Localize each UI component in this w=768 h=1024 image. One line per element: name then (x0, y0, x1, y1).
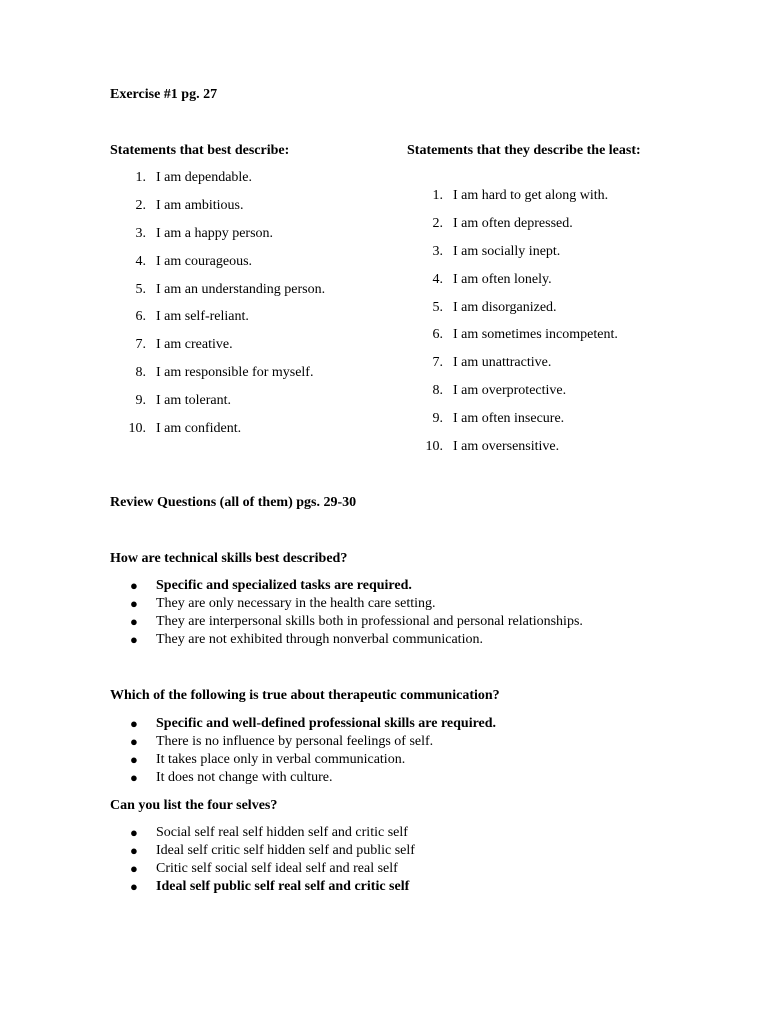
list-item (407, 326, 707, 354)
bullet-icon: ● (130, 596, 138, 611)
list-item-number: 5. (432, 299, 443, 315)
list-item-text: I am dependable. (156, 170, 253, 185)
list-item (110, 336, 390, 364)
list-item (407, 438, 707, 466)
question-1: How are technical skills best described? (110, 551, 348, 566)
list-item (110, 281, 390, 309)
best-describe-heading: Statements that best describe: (110, 143, 290, 158)
answer-option (110, 595, 710, 613)
bullet-icon: ● (130, 716, 138, 731)
bullet-icon: ● (130, 614, 138, 629)
list-item-text: I am often insecure. (453, 411, 565, 427)
list-item-number: 2. (135, 197, 146, 213)
exercise-title: Exercise #1 pg. 27 (110, 87, 218, 102)
list-item-text: I am courageous. (156, 253, 253, 269)
answer-option-text: Specific and specialized tasks are required. (156, 578, 412, 593)
answer-option (110, 631, 710, 649)
answer-option (110, 769, 710, 787)
list-item (110, 197, 390, 225)
answer-option (110, 715, 710, 733)
list-item-number: 3. (135, 225, 146, 241)
list-item-number: 6. (432, 327, 443, 343)
answer-option-text: There is no influence by personal feelings of self. (156, 734, 434, 749)
list-item-number: 7. (432, 355, 443, 371)
list-item-text: I am creative. (156, 337, 233, 353)
question-2-options (110, 715, 710, 787)
least-describe-list (407, 187, 707, 466)
list-item-number: 9. (432, 411, 443, 427)
list-item (110, 364, 390, 392)
list-item-text: I am a happy person. (156, 225, 274, 241)
list-item-number: 8. (135, 365, 146, 381)
answer-option-text: Critic self social self ideal self and real self (156, 861, 398, 876)
list-item (407, 271, 707, 299)
list-item (110, 225, 390, 253)
list-item-text: I am often lonely. (453, 271, 552, 287)
best-describe-list (110, 169, 390, 448)
answer-option (110, 824, 710, 842)
list-item-text: I am unattractive. (453, 355, 552, 371)
list-item-number: 7. (135, 337, 146, 353)
list-item-number: 10. (128, 421, 146, 437)
list-item-text: I am sometimes incompetent. (453, 327, 618, 343)
list-item (407, 299, 707, 327)
question-3: Can you list the four selves? (110, 798, 278, 813)
bullet-icon: ● (130, 861, 138, 876)
list-item-number: 10. (425, 439, 443, 455)
bullet-icon: ● (130, 825, 138, 840)
list-item-number: 8. (432, 383, 443, 399)
list-item-text: I am confident. (156, 421, 242, 437)
list-item-number: 4. (135, 253, 146, 269)
answer-option-text: It does not change with culture. (156, 770, 333, 785)
list-item-number: 1. (432, 188, 443, 203)
answer-option-text: Ideal self critic self hidden self and public self (156, 843, 415, 858)
answer-option-text: They are only necessary in the health care setting. (156, 596, 436, 611)
answer-option (110, 613, 710, 631)
least-describe-heading: Statements that they describe the least: (407, 143, 641, 158)
list-item-number: 6. (135, 309, 146, 325)
list-item-text: I am responsible for myself. (156, 365, 314, 381)
question-1-options (110, 577, 710, 649)
list-item (110, 308, 390, 336)
question-2: Which of the following is true about therapeutic communication? (110, 688, 500, 703)
answer-option (110, 860, 710, 878)
answer-option-text: It takes place only in verbal communication. (156, 752, 406, 767)
list-item (407, 243, 707, 271)
list-item-text: I am often depressed. (453, 215, 573, 231)
list-item (407, 215, 707, 243)
answer-option-text: Ideal self public self real self and critic self (156, 879, 410, 894)
bullet-icon: ● (130, 770, 138, 785)
list-item (110, 253, 390, 281)
list-item-text: I am ambitious. (156, 197, 244, 213)
list-item (407, 354, 707, 382)
answer-option (110, 577, 710, 595)
list-item-text: I am socially inept. (453, 243, 561, 259)
list-item-text: I am disorganized. (453, 299, 557, 315)
list-item-number: 9. (135, 393, 146, 409)
list-item-number: 1. (135, 170, 146, 185)
answer-option (110, 842, 710, 860)
list-item-number: 5. (135, 281, 146, 297)
list-item (407, 187, 707, 215)
answer-option-text: They are not exhibited through nonverbal communication. (156, 632, 483, 647)
answer-option-text: Social self real self hidden self and critic self (156, 825, 408, 840)
list-item-number: 3. (432, 243, 443, 259)
list-item (110, 420, 390, 448)
list-item (110, 169, 390, 197)
bullet-icon: ● (130, 734, 138, 749)
answer-option-text: They are interpersonal skills both in professional and personal relationships. (156, 614, 583, 629)
list-item (110, 392, 390, 420)
list-item-number: 4. (432, 271, 443, 287)
list-item-text: I am hard to get along with. (453, 188, 609, 203)
list-item-number: 2. (432, 215, 443, 231)
answer-option (110, 878, 710, 896)
bullet-icon: ● (130, 632, 138, 647)
answer-option (110, 751, 710, 769)
list-item (407, 382, 707, 410)
answer-option (110, 733, 710, 751)
list-item-text: I am oversensitive. (453, 439, 560, 455)
list-item-text: I am overprotective. (453, 383, 567, 399)
answer-option-text: Specific and well-defined professional skills are required. (156, 716, 497, 731)
list-item-text: I am tolerant. (156, 393, 232, 409)
list-item (407, 410, 707, 438)
list-item-text: I am an understanding person. (156, 281, 326, 297)
bullet-icon: ● (130, 843, 138, 858)
bullet-icon: ● (130, 752, 138, 767)
bullet-icon: ● (130, 578, 138, 593)
bullet-icon: ● (130, 879, 138, 894)
question-3-options (110, 824, 710, 896)
review-questions-title: Review Questions (all of them) pgs. 29-30 (110, 495, 357, 510)
list-item-text: I am self-reliant. (156, 309, 249, 325)
